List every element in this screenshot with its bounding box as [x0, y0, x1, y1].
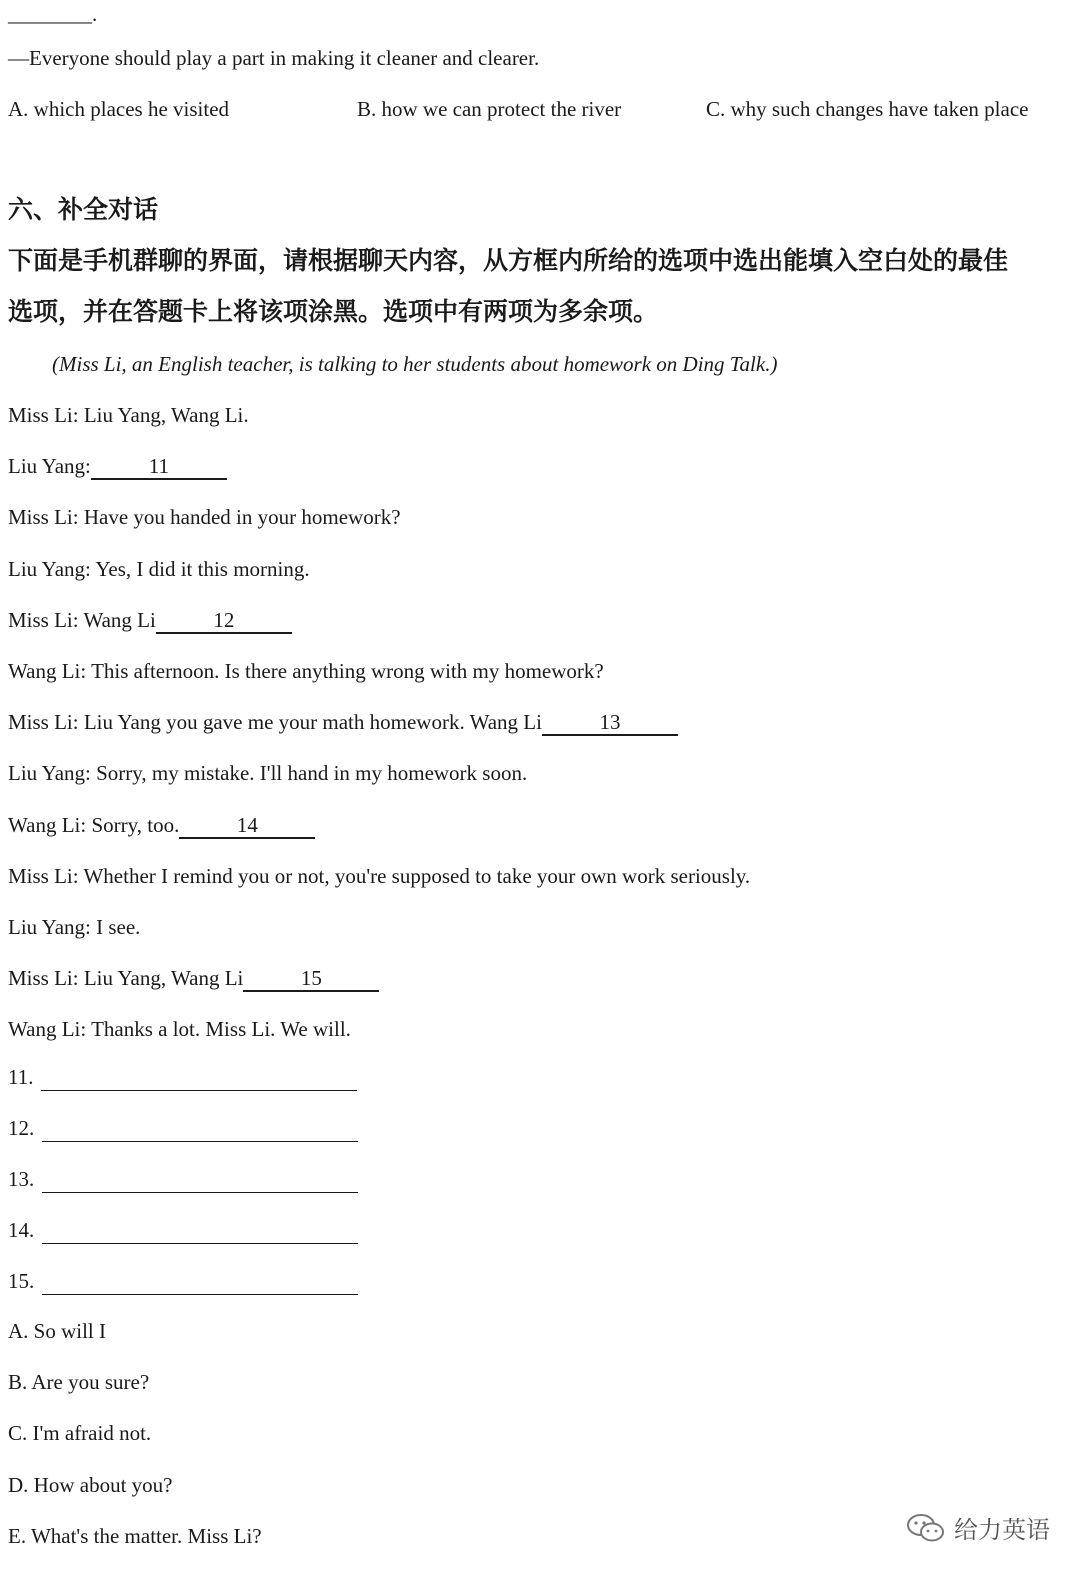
answer-number: 11.: [8, 1065, 34, 1089]
answer-number: 13.: [8, 1167, 35, 1191]
blank-number: 14: [236, 813, 258, 837]
instruction-line-1: 下面是手机群聊的界面，请根据聊天内容，从方框内所给的选项中选出能填入空白处的最佳: [8, 246, 1009, 275]
blank-number: 11: [148, 454, 169, 478]
option-b: B. how we can protect the river: [357, 97, 622, 121]
answer-line: [8, 1063, 357, 1091]
dialogue-line: [8, 811, 315, 839]
dialogue-line: [8, 964, 379, 992]
choice-item: E. What's the matter. Miss Li?: [8, 1524, 262, 1548]
instruction-line-2: 选项，并在答题卡上将该项涂黑。选项中有两项为多余项。: [8, 297, 659, 326]
dialogue-line: [8, 759, 527, 787]
choice-item: D. How about you?: [8, 1473, 173, 1497]
dialogue-line: [8, 862, 750, 890]
blank-number: 15: [300, 966, 322, 990]
answer-blank[interactable]: [42, 1119, 358, 1142]
dialogue-line: [8, 708, 678, 736]
previous-answer-line: —Everyone should play a part in making it cleaner and clearer.: [8, 46, 540, 70]
dialogue-line: [8, 657, 604, 685]
answer-line: [8, 1165, 358, 1193]
blank-number: 13: [599, 710, 621, 734]
choice-item: C. I'm afraid not.: [8, 1421, 152, 1445]
watermark: [906, 1510, 1050, 1545]
dialogue-line: [8, 401, 249, 429]
dialogue-line: [8, 452, 227, 480]
dialogue-line: [8, 913, 140, 941]
dialogue-line: [8, 1015, 351, 1043]
dialogue-text: Wang Li: This afternoon. Is there anything wrong with my homework?: [8, 659, 604, 683]
watermark-text: 给力英语: [954, 1516, 1050, 1544]
dialogue-text: Miss Li: Liu Yang you gave me your math homework. Wang Li: [8, 710, 542, 734]
dialogue-line: [8, 606, 292, 634]
dialogue-line: [8, 555, 310, 583]
answer-number: 15.: [8, 1269, 35, 1293]
dialogue-text: Miss Li: Liu Yang, Wang Li: [8, 966, 244, 990]
wechat-icon: [906, 1513, 946, 1543]
answer-number: 14.: [8, 1218, 35, 1242]
option-a: A. which places he visited: [8, 97, 230, 121]
dialogue-blank: [542, 710, 678, 736]
blank-number: 12: [213, 608, 235, 632]
answer-line: [8, 1216, 358, 1244]
answer-blank[interactable]: [42, 1221, 358, 1244]
dialogue-text: Miss Li: Liu Yang, Wang Li.: [8, 403, 249, 427]
answer-blank[interactable]: [42, 1272, 358, 1295]
dialogue-blank: [179, 813, 315, 839]
dialogue-blank: [156, 608, 292, 634]
answer-line: [8, 1267, 358, 1295]
answer-number: 12.: [8, 1116, 35, 1140]
answer-blank[interactable]: [41, 1068, 357, 1091]
dialogue-text: Miss Li: Have you handed in your homework?: [8, 505, 401, 529]
section-title: 六、补全对话: [8, 195, 159, 224]
dialogue-text: Wang Li: Thanks a lot. Miss Li. We will.: [8, 1017, 351, 1041]
choice-item: B. Are you sure?: [8, 1370, 150, 1394]
choice-item: A. So will I: [8, 1319, 107, 1343]
answer-line: [8, 1114, 358, 1142]
dialogue-blank: [243, 966, 379, 992]
dialogue-blank: [91, 454, 227, 480]
answer-blank[interactable]: [42, 1170, 358, 1193]
dialogue-text: Miss Li: Whether I remind you or not, you're supposed to take your own work seriously.: [8, 864, 751, 888]
dialogue-line: [8, 503, 401, 531]
dialogue-text: Liu Yang:: [8, 454, 91, 478]
dialogue-text: Liu Yang: I see.: [8, 915, 141, 939]
previous-blank: ________.: [8, 2, 98, 26]
option-c: C. why such changes have taken place: [706, 97, 1029, 121]
dialogue-text: Liu Yang: Yes, I did it this morning.: [8, 557, 310, 581]
dialogue-context: (Miss Li, an English teacher, is talking to her students about homework on Ding Talk.): [52, 352, 778, 376]
dialogue-text: Liu Yang: Sorry, my mistake. I'll hand in my homework soon.: [8, 761, 528, 785]
dialogue-text: Wang Li: Sorry, too.: [8, 813, 180, 837]
dialogue-text: Miss Li: Wang Li: [8, 608, 156, 632]
